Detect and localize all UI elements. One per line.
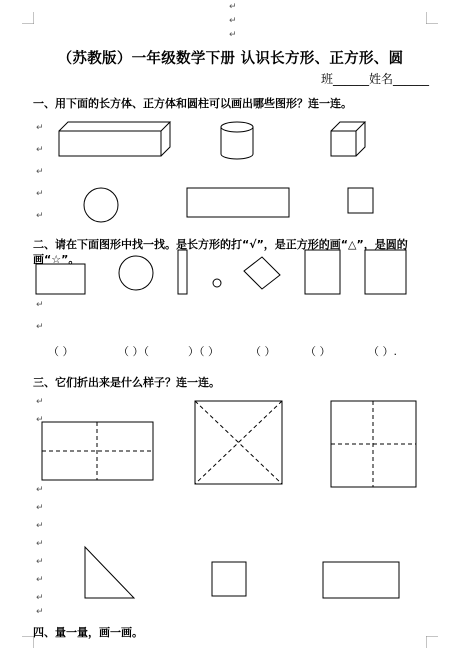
class-name-line: 班______姓名______ [320, 72, 429, 86]
paragraph-mark: ↵ [36, 485, 44, 495]
folded-square-cross [331, 401, 416, 487]
rectangle-figure [187, 188, 289, 217]
paragraph-mark: ↵ [229, 30, 237, 40]
square-figure [348, 188, 373, 213]
answer-paren: （ ）（ [118, 345, 149, 358]
cylinder-figure [221, 122, 253, 159]
paragraph-mark: ↵ [36, 539, 44, 549]
q3-shapes [0, 395, 461, 605]
question-1: 一、用下面的长方体、正方体和圆柱可以画出哪些图形？连一连。 [33, 97, 352, 110]
cuboid-figure [59, 122, 170, 156]
paragraph-mark: ↵ [229, 2, 237, 12]
crop-mark-bottom-right [426, 636, 438, 648]
paragraph-mark: ↵ [36, 593, 44, 603]
square-figure [212, 562, 246, 596]
crop-mark-top-left [22, 12, 34, 24]
square-figure [365, 250, 406, 294]
tilted-square-figure [244, 257, 280, 289]
paragraph-mark: ↵ [36, 322, 44, 332]
answer-paren: ）（ ） [188, 345, 219, 358]
answer-paren: （ ）. [368, 345, 397, 358]
triangle-figure [85, 547, 134, 598]
paragraph-mark: ↵ [36, 189, 44, 199]
answer-paren: （ ） [305, 345, 331, 358]
folded-rectangle-cross [42, 422, 153, 480]
paragraph-mark: ↵ [36, 300, 44, 310]
paragraph-mark: ↵ [36, 211, 44, 221]
q1-shapes [0, 110, 461, 230]
cube-figure [331, 122, 365, 156]
rectangle-figure [323, 562, 399, 598]
paragraph-mark: ↵ [36, 521, 44, 531]
crop-mark-top-right [426, 12, 438, 24]
paragraph-mark: ↵ [36, 397, 44, 407]
circle-figure [84, 188, 118, 222]
paragraph-mark: ↵ [36, 503, 44, 513]
folded-square-diagonals [195, 401, 282, 484]
paragraph-mark: ↵ [36, 557, 44, 567]
paragraph-mark: ↵ [36, 167, 44, 177]
paragraph-mark: ↵ [229, 16, 237, 26]
answer-paren: （ ） [48, 345, 74, 358]
paragraph-mark: ↵ [36, 123, 44, 133]
question-2: 二、请在下面图形中找一找。是长方形的打“√”，是正方形的画“△”，是圆的画“☆”。 [33, 238, 408, 266]
worksheet-title: （苏教版）一年级数学下册 认识长方形、正方形、圆 [57, 51, 404, 67]
paragraph-mark: ↵ [36, 575, 44, 585]
circle-figure [119, 256, 153, 290]
question-3: 三、它们折出来是什么样子？连一连。 [33, 376, 220, 389]
paragraph-mark: ↵ [36, 607, 44, 617]
paragraph-mark: ↵ [36, 145, 44, 155]
rectangle-figure [36, 264, 85, 294]
answer-paren: （ ） [250, 345, 276, 358]
small-circle-figure [213, 279, 221, 287]
thin-rectangle-figure [178, 250, 187, 294]
q2-shapes [0, 245, 461, 305]
tall-rectangle-figure [305, 250, 340, 294]
question-4: 四、量一量，画一画。 [33, 626, 143, 639]
paragraph-mark: ↵ [36, 415, 44, 425]
